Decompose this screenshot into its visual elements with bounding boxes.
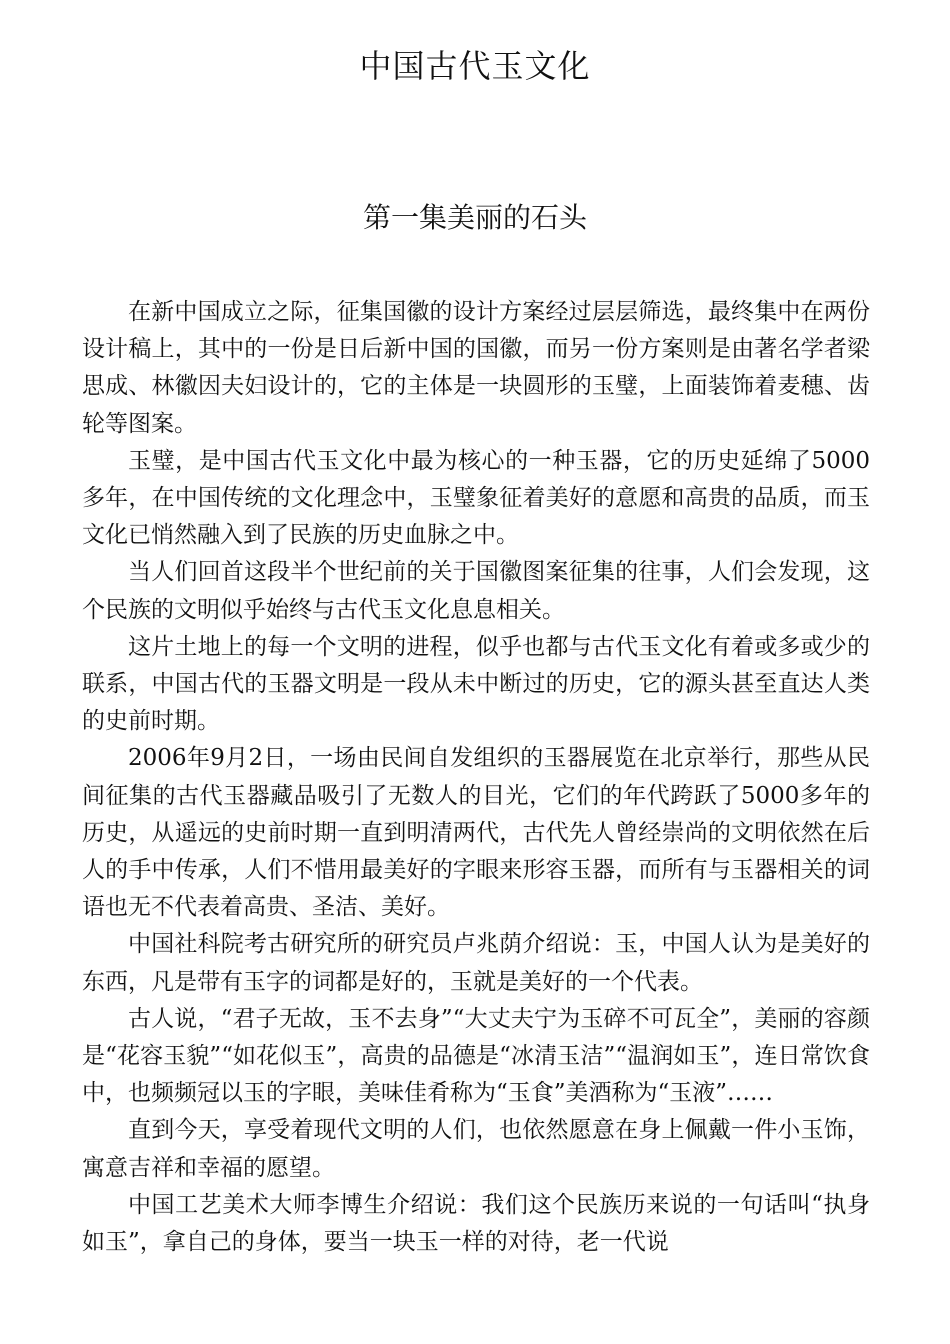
paragraph: 2006年9月2日，一场由民间自发组织的玉器展览在北京举行，那些从民间征集的古代玉器藏品吸引了无数人的目光，它们的年代跨跃了5000多年的历史，从遥远的史前时期一直到明清两代，古代先人曾经崇尚的文明依然在后人的手中传承，人们不惜用最美好的字眼来形容玉器，而所有与玉器相关的词语也无不代表着高贵、圣洁、美好。 bbox=[82, 745, 870, 921]
paragraph: 玉璧，是中国古代玉文化中最为核心的一种玉器，它的历史延绵了5000多年，在中国传统的文化理念中，玉璧象征着美好的意愿和高贵的品质，而玉文化已悄然融入到了民族的历史血脉之中。 bbox=[82, 447, 870, 549]
chapter-title: 第一集美丽的石头 bbox=[362, 201, 587, 234]
paragraph: 古人说，“君子无故，玉不去身”“大丈夫宁为玉碎不可瓦全”，美丽的容颜是“花容玉貌”“如花似玉”，高贵的品德是“冰清玉洁”“温润如玉”，连日常饮食中，也频频冠以玉的字眼，美味佳肴称为“玉食”美酒称为“玉液”…… bbox=[82, 1005, 870, 1107]
paragraph: 这片土地上的每一个文明的进程，似乎也都与古代玉文化有着或多或少的联系，中国古代的玉器文明是一段从未中断过的历史，它的源头甚至直达人类的史前时期。 bbox=[82, 633, 870, 735]
paragraph: 在新中国成立之际，征集国徽的设计方案经过层层筛选，最终集中在两份设计稿上，其中的一份是日后新中国的国徽，而另一份方案则是由著名学者梁思成、林徽因夫妇设计的，它的主体是一块圆形的玉璧，上面装饰着麦穗、齿轮等图案。 bbox=[82, 299, 870, 437]
paragraph: 直到今天，享受着现代文明的人们，也依然愿意在身上佩戴一件小玉饰，寓意吉祥和幸福的愿望。 bbox=[82, 1117, 870, 1181]
paragraph: 中国社科院考古研究所的研究员卢兆荫介绍说：玉，中国人认为是美好的东西，凡是带有玉字的词都是好的，玉就是美好的一个代表。 bbox=[82, 931, 870, 995]
body-text bbox=[82, 294, 870, 1261]
paragraph: 当人们回首这段半个世纪前的关于国徽图案征集的往事，人们会发现，这个民族的文明似乎始终与古代玉文化息息相关。 bbox=[82, 559, 870, 623]
document-title: 中国古代玉文化 bbox=[359, 47, 591, 85]
paragraph: 中国工艺美术大师李博生介绍说：我们这个民族历来说的一句话叫“执身如玉”，拿自己的身体，要当一块玉一样的对待，老一代说 bbox=[82, 1191, 870, 1256]
